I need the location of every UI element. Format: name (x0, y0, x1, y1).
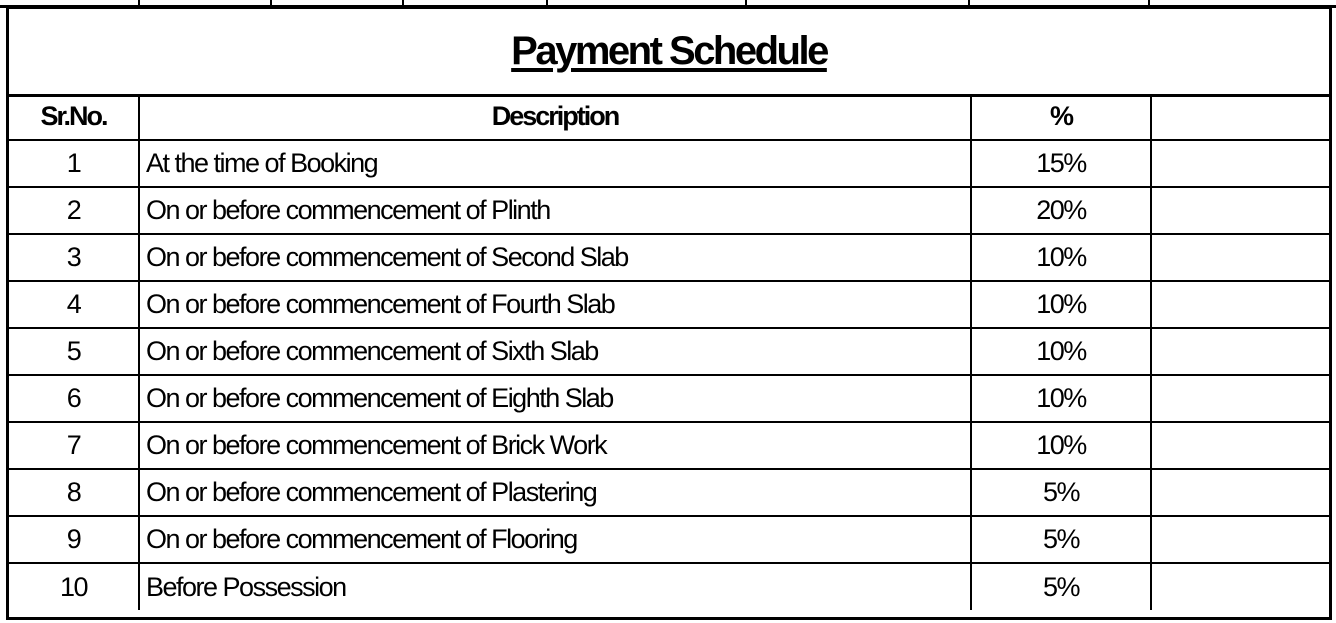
sr-no-cell: 1 (9, 140, 139, 187)
percent-cell: 5% (971, 516, 1151, 563)
sr-no-cell: 8 (9, 469, 139, 516)
header-sr-no: Sr.No. (9, 94, 139, 140)
payment-schedule-table (9, 94, 1329, 610)
sr-no-cell: 10 (9, 563, 139, 610)
description-cell: On or before commencement of Brick Work (139, 422, 971, 469)
extra-cell (1151, 516, 1329, 563)
percent-cell: 5% (971, 563, 1151, 610)
header-extra (1151, 94, 1329, 140)
extra-cell (1151, 328, 1329, 375)
extra-cell (1151, 187, 1329, 234)
sr-no-cell: 6 (9, 375, 139, 422)
table-row (9, 187, 1329, 234)
table-row (9, 281, 1329, 328)
table-row (9, 375, 1329, 422)
percent-cell: 20% (971, 187, 1151, 234)
description-cell: On or before commencement of Fourth Slab (139, 281, 971, 328)
sr-no-cell: 3 (9, 234, 139, 281)
description-cell: On or before commencement of Flooring (139, 516, 971, 563)
sr-no-cell: 2 (9, 187, 139, 234)
table-row (9, 563, 1329, 610)
description-cell: On or before commencement of Eighth Slab (139, 375, 971, 422)
extra-cell (1151, 563, 1329, 610)
extra-cell (1151, 375, 1329, 422)
percent-cell: 10% (971, 234, 1151, 281)
header-row (9, 94, 1329, 140)
description-cell: On or before commencement of Plastering (139, 469, 971, 516)
percent-cell: 5% (971, 469, 1151, 516)
extra-cell (1151, 234, 1329, 281)
sr-no-cell: 9 (9, 516, 139, 563)
header-description: Description (139, 94, 971, 140)
percent-cell: 10% (971, 375, 1151, 422)
header-percent: % (971, 94, 1151, 140)
percent-cell: 10% (971, 281, 1151, 328)
sr-no-cell: 4 (9, 281, 139, 328)
percent-cell: 10% (971, 422, 1151, 469)
payment-schedule-sheet (6, 6, 1332, 620)
description-cell: Before Possession (139, 563, 971, 610)
description-cell: On or before commencement of Plinth (139, 187, 971, 234)
table-row (9, 328, 1329, 375)
table-row (9, 469, 1329, 516)
sr-no-cell: 5 (9, 328, 139, 375)
table-row (9, 140, 1329, 187)
description-cell: At the time of Booking (139, 140, 971, 187)
extra-cell (1151, 281, 1329, 328)
extra-cell (1151, 469, 1329, 516)
table-row (9, 422, 1329, 469)
percent-cell: 10% (971, 328, 1151, 375)
table-row (9, 516, 1329, 563)
page-title: Payment Schedule (511, 29, 827, 73)
table-row (9, 234, 1329, 281)
extra-cell (1151, 422, 1329, 469)
description-cell: On or before commencement of Second Slab (139, 234, 971, 281)
sr-no-cell: 7 (9, 422, 139, 469)
percent-cell: 15% (971, 140, 1151, 187)
description-cell: On or before commencement of Sixth Slab (139, 328, 971, 375)
extra-cell (1151, 140, 1329, 187)
title-row (9, 9, 1329, 97)
